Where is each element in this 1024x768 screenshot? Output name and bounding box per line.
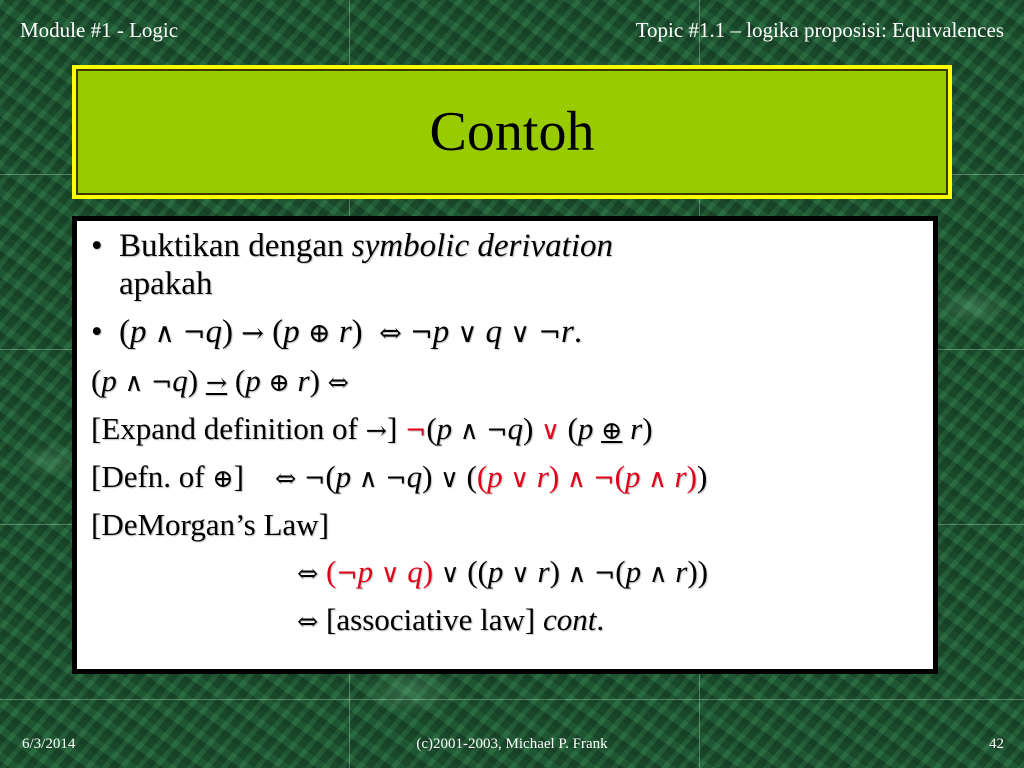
derivation-step-5: ⇔ (¬p ∨ q) ∨ ((p ∨ r) ∧ ¬(p ∧ r)) <box>297 554 708 589</box>
topic-header: Topic #1.1 – logika proposisi: Equivalences <box>635 18 1004 42</box>
bullet-dot: • <box>91 228 103 264</box>
grid-line <box>0 699 1024 700</box>
derivation-step-2: [Expand definition of →] ¬(p ∧ ¬q) ∨ (p ⊕ r) <box>91 411 653 446</box>
title-box <box>72 65 952 199</box>
derivation-step-6: ⇔ [associative law] cont. <box>297 602 605 637</box>
derivation-step-1: (p ∧ ¬q) → (p ⊕ r) ⇔ <box>91 363 349 398</box>
footer-copyright: (c)2001-2003, Michael P. Frank <box>416 736 608 752</box>
content-box <box>72 216 938 674</box>
derivation-step-4: [DeMorgan’s Law] <box>91 507 329 542</box>
bullet-prove <box>91 227 919 303</box>
bullet-formula-rendered: • (p ∧ ¬q) → (p ⊕ r) ⇔ ¬p ∨ q ∨ ¬r. <box>91 314 583 350</box>
slide-title: Contoh <box>429 101 595 163</box>
footer-page-number: 42 <box>989 736 1004 752</box>
derivation-step-3: [Defn. of ⊕] ⇔ ¬(p ∧ ¬q) ∨ ((p ∨ r) ∧ ¬(p ∧ r)) <box>91 459 708 494</box>
footer-date: 6/3/2014 <box>22 736 76 752</box>
module-header: Module #1 - Logic <box>20 18 179 42</box>
bullet-text: Buktikan dengan symbolic derivation apakah <box>119 228 613 302</box>
